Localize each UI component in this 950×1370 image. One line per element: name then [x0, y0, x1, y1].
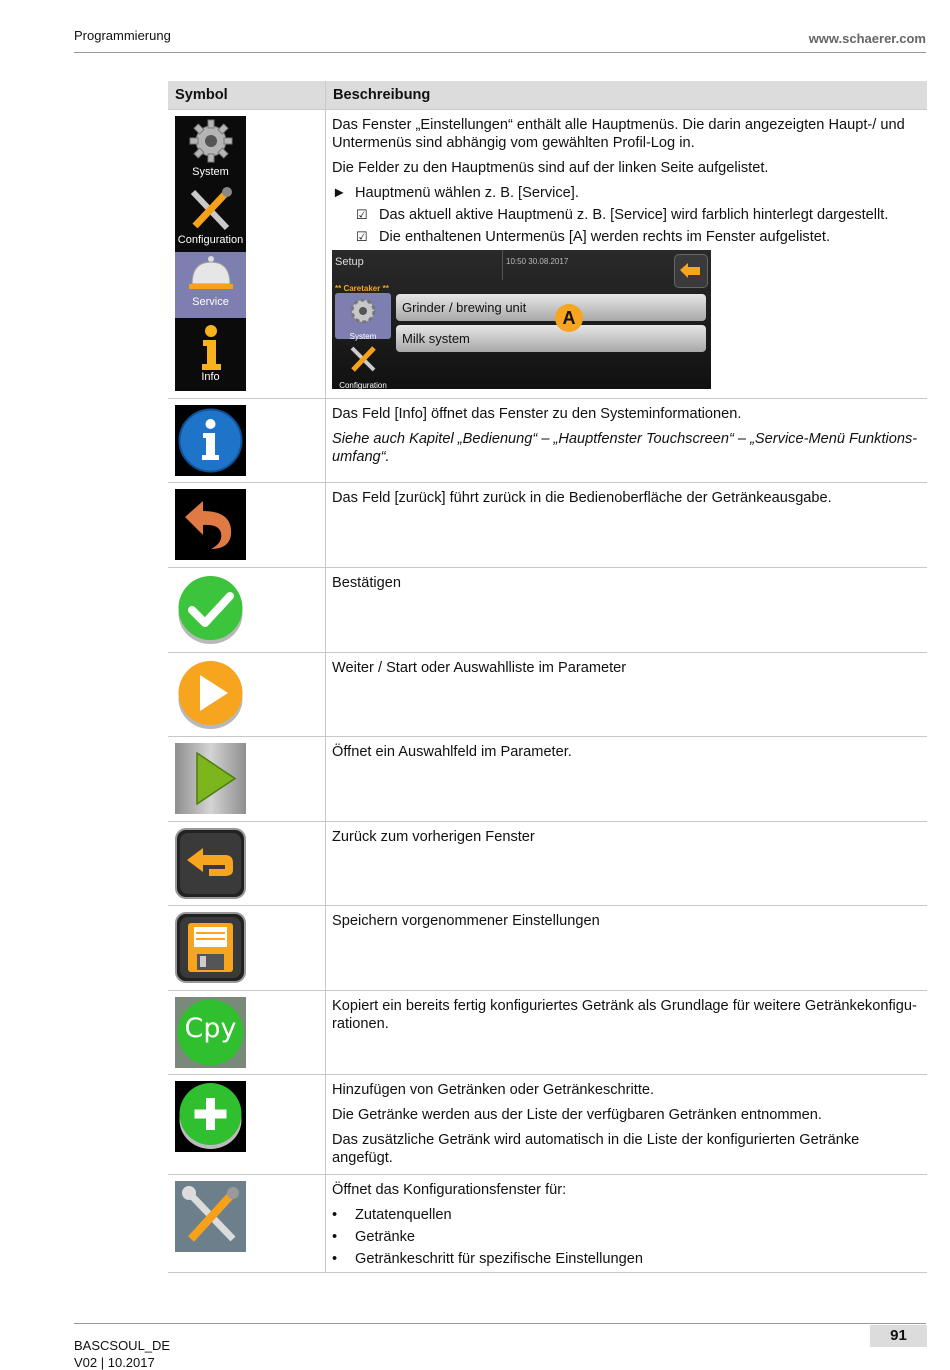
symbol-cell — [168, 1175, 326, 1273]
description-paragraph: Die Getränke werden aus der Liste der verfügbaren Getränken entnommen. — [332, 1107, 822, 1123]
description-paragraph: Bestätigen — [332, 575, 401, 591]
play-next-icon — [175, 659, 246, 730]
description-paragraph: Das zusätzliche Getränk wird automatisch in die Liste der konfigurierten Getränke angefügt. — [332, 1132, 860, 1166]
description-cell — [326, 991, 928, 1075]
symbol-cell — [168, 737, 326, 822]
symbol-cell — [168, 822, 326, 906]
action-step — [332, 184, 920, 202]
symbol-cell — [168, 1075, 326, 1175]
running-header-section: Programmierung — [74, 28, 171, 43]
menu-label-info: Info — [201, 371, 220, 383]
result-item — [332, 206, 920, 224]
table-row — [168, 822, 927, 906]
list-item-text: Getränkeschritt für spezifische Einstellungen — [355, 1251, 643, 1267]
copy-icon-label: Cpy — [184, 1013, 237, 1044]
table-row — [168, 1175, 927, 1273]
step-text: Hauptmenü wählen z. B. [Service]. — [355, 185, 579, 201]
symbol-cell — [168, 653, 326, 737]
table-row — [168, 483, 927, 568]
tools-icon — [347, 344, 379, 374]
table-row — [168, 991, 927, 1075]
back-arrow-icon — [175, 489, 246, 560]
checkbox-marker: ☑ — [356, 207, 368, 222]
table-row — [168, 568, 927, 653]
description-cell — [326, 483, 928, 568]
description-paragraph: Die Felder zu den Hauptmenüs sind auf der linken Seite aufgelistet. — [332, 160, 769, 176]
list-item-text: Getränke — [355, 1229, 416, 1245]
gear-icon — [348, 296, 378, 326]
callout-a: A — [555, 304, 583, 332]
table-row — [168, 1075, 927, 1175]
description-paragraph: Speichern vorgenommener Einstellungen — [332, 913, 600, 929]
description-paragraph: Öffnet ein Auswahlfeld im Parameter. — [332, 744, 572, 760]
running-header-website: www.schaerer.com — [808, 31, 926, 46]
menu-label-system: System — [192, 166, 229, 178]
menu-item-info — [175, 318, 246, 391]
configuration-tools-icon — [175, 1181, 246, 1252]
add-plus-icon — [175, 1081, 246, 1152]
table-row — [168, 906, 927, 991]
description-paragraph: Zurück zum vorherigen Fenster — [332, 829, 535, 845]
tools-icon — [185, 186, 235, 234]
screenshot-datetime: 10:50 30.08.2017 — [506, 257, 569, 266]
description-paragraph: Das Feld [Info] öffnet das Fenster zu den Systeminformationen. — [332, 406, 742, 422]
list-item — [332, 1206, 920, 1224]
table-row — [168, 653, 927, 737]
description-paragraph: Hinzufügen von Getränken oder Getränkeschritte. — [332, 1082, 655, 1098]
menu-label-service: Service — [192, 296, 229, 308]
result-item — [332, 228, 920, 246]
description-cell — [326, 1175, 928, 1273]
back-arrow-icon — [675, 255, 707, 287]
screenshot-profile: ** Caretaker ** — [335, 284, 389, 293]
menu-label-configuration: Configuration — [177, 234, 244, 246]
symbol-cell — [168, 110, 326, 399]
symbol-table — [168, 81, 927, 1273]
list-item — [332, 1228, 920, 1246]
setup-screenshot — [332, 250, 711, 389]
cross-reference: Siehe auch Kapitel „Bedienung“ – „Hauptfenster Touchscreen“ – „Service-Menü Funktions-umfang“. — [332, 431, 918, 465]
symbol-cell — [168, 568, 326, 653]
open-selection-triangle-icon — [175, 743, 246, 814]
screenshot-sidebar-system — [335, 293, 391, 339]
screenshot-submenu-item: Grinder / brewing unit — [396, 294, 706, 321]
service-bell-icon — [188, 254, 234, 294]
table-row — [168, 399, 927, 483]
footer-rule — [74, 1323, 926, 1324]
list-item-text: Zutatenquellen — [355, 1207, 452, 1223]
symbol-cell — [168, 991, 326, 1075]
description-paragraph: Öffnet das Konfigurationsfenster für: — [332, 1182, 567, 1198]
menu-item-system — [175, 116, 246, 184]
copy-icon — [175, 997, 246, 1068]
description-cell — [326, 1075, 928, 1175]
header-rule — [74, 52, 926, 53]
list-item — [332, 1250, 920, 1268]
column-header-symbol: Symbol — [168, 81, 326, 110]
page-number: 91 — [870, 1325, 927, 1347]
footer-document-id: BASCSOUL_DE — [74, 1338, 171, 1353]
symbol-cell — [168, 483, 326, 568]
table-row — [168, 110, 927, 399]
menu-item-configuration — [175, 184, 246, 252]
screenshot-title: Setup — [335, 256, 364, 268]
checkbox-marker: ☑ — [356, 229, 368, 244]
screenshot-submenu-item: Milk system — [396, 325, 706, 352]
bullet-marker: • — [332, 1229, 338, 1245]
gear-icon — [188, 118, 234, 164]
confirm-check-icon — [175, 574, 246, 645]
description-cell — [326, 110, 928, 399]
screenshot-sidebar-label: Configuration — [339, 381, 387, 389]
symbol-cell — [168, 399, 326, 483]
description-paragraph: Das Feld [zurück] führt zurück in die Bedienoberfläche der Getränkeausgabe. — [332, 490, 832, 506]
info-letter-icon — [196, 324, 226, 372]
table-header-row — [168, 81, 927, 110]
description-paragraph: Weiter / Start oder Auswahlliste im Parameter — [332, 660, 627, 676]
save-disk-icon — [175, 912, 246, 983]
description-cell — [326, 568, 928, 653]
screenshot-sidebar-label: System — [349, 332, 377, 341]
bullet-marker: • — [332, 1207, 338, 1223]
bullet-marker: • — [332, 1251, 338, 1267]
description-cell — [326, 653, 928, 737]
column-header-description: Beschreibung — [326, 81, 928, 110]
step-arrow-marker: ► — [332, 185, 347, 201]
description-cell — [326, 906, 928, 991]
description-paragraph: Kopiert ein bereits fertig konfiguriertes Getränk als Grundlage für weitere Getränkekonfigu-rationen. — [332, 998, 917, 1032]
result-text: Das aktuell aktive Hauptmenü z. B. [Service] wird farblich hinterlegt dargestellt. — [379, 207, 889, 223]
menu-item-service-active — [175, 252, 246, 318]
footer-version: V02 | 10.2017 — [74, 1355, 155, 1370]
description-cell — [326, 399, 928, 483]
symbol-cell — [168, 906, 326, 991]
info-icon — [175, 405, 246, 476]
description-cell — [326, 737, 928, 822]
table-row — [168, 737, 927, 822]
screenshot-sidebar-configuration — [335, 342, 391, 388]
result-text: Die enthaltenen Untermenüs [A] werden rechts im Fenster aufgelistet. — [379, 229, 831, 245]
return-previous-icon — [175, 828, 246, 899]
screenshot-back-button — [674, 254, 708, 288]
settings-main-menu-column — [175, 116, 246, 391]
description-paragraph: Das Fenster „Einstellungen“ enthält alle Hauptmenüs. Die darin angezeigten Haupt-/ und Untermenüs sind abhängig vom gewählten Profil-Log in. — [332, 117, 905, 151]
screenshot-divider — [502, 250, 503, 280]
description-cell — [326, 822, 928, 906]
